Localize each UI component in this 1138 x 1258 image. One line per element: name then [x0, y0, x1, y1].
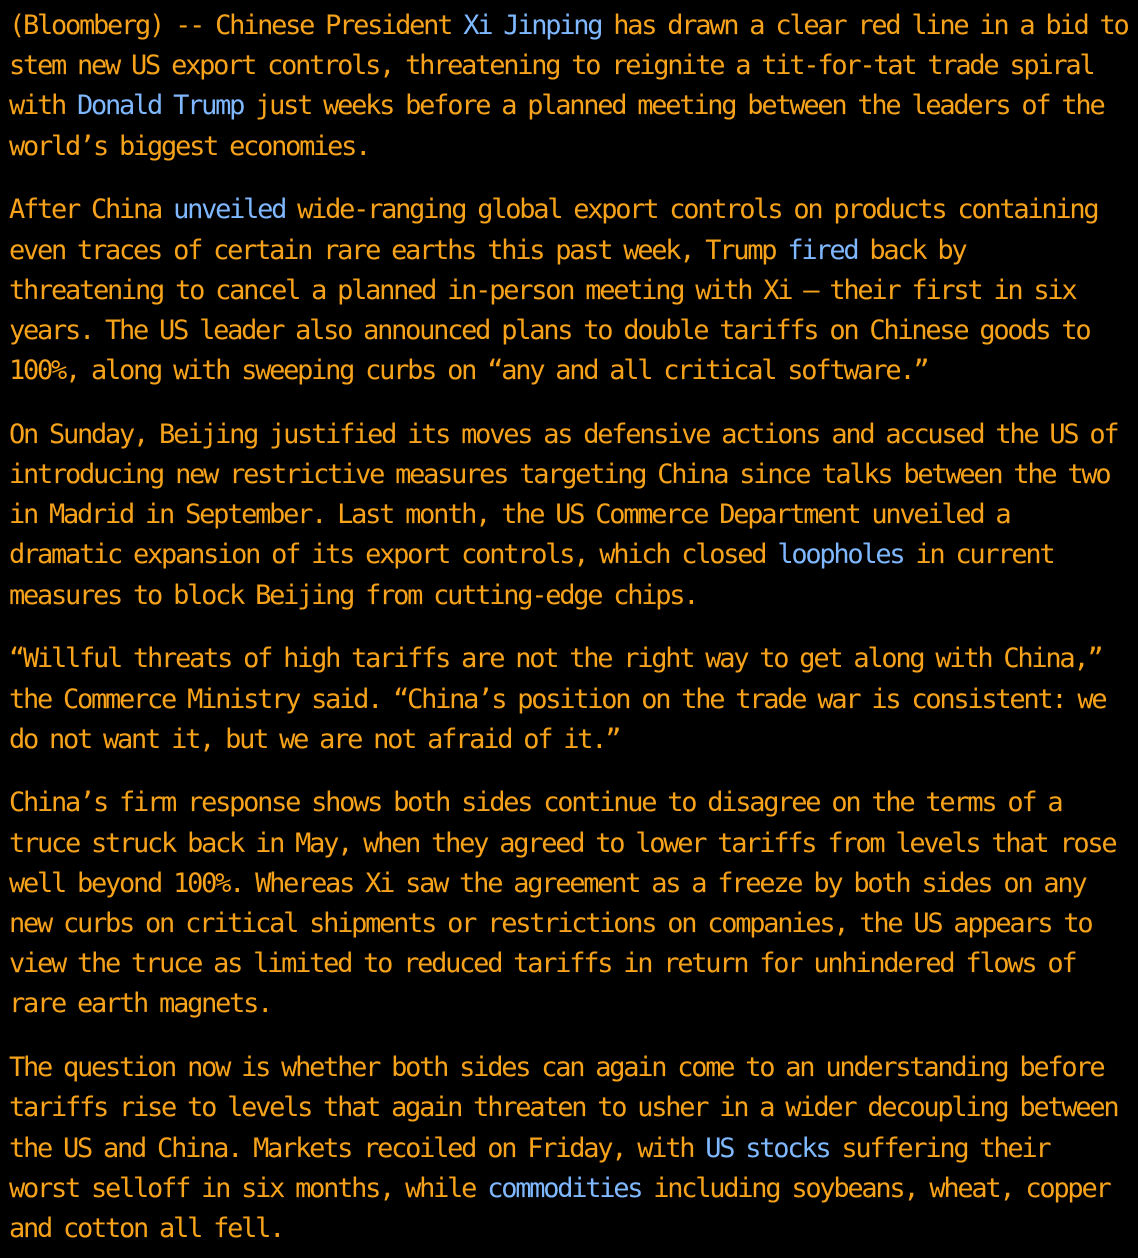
article-link[interactable]: Donald Trump: [77, 90, 244, 122]
article-text: China’s firm response shows both sides continue to disagree on the terms of a truce struck back in May, when they agreed to lower tariffs from levels that rose well beyond 100%. Whereas Xi saw the agreement as a freeze by both sides on any new curbs on critical shipments or restrictions on companies, the US appears to view the truce as limited to reduced tariffs in return for unhindered flows of rare earth magnets.: [9, 787, 1116, 1020]
article-text: After China: [9, 194, 174, 226]
article-paragraph: [9, 415, 1130, 616]
article-paragraph: [9, 1048, 1130, 1249]
article-text: in current measures to block Beijing from cutting-edge chips.: [9, 539, 1054, 611]
article-link[interactable]: Xi Jinping: [463, 10, 602, 41]
article-link[interactable]: fired: [787, 234, 858, 266]
article-text: The question now is whether both sides can again come to an understanding before tariffs rise to levels that again threaten to usher in a wider decoupling between the US and China. Markets recoiled on Friday, with: [9, 1052, 1118, 1164]
article-link[interactable]: unveiled: [173, 194, 286, 226]
article-paragraph: [9, 639, 1130, 760]
article-text: back by threatening to cancel a planned in-person meeting with Xi — their first in six years. The US leader also announced plans to double tariffs on Chinese goods to 100%, along with sweeping curbs on “any and all critical software.”: [9, 234, 1090, 387]
article-paragraph: [9, 190, 1130, 391]
article-text: including soybeans, wheat, copper and cotton all fell.: [9, 1172, 1110, 1244]
article-link[interactable]: US stocks: [705, 1132, 830, 1164]
article-text: (Bloomberg) -- Chinese President: [9, 10, 464, 41]
article-text: wide-ranging global export controls on products containing even traces of certain rare earths this past week, Trump: [9, 194, 1098, 266]
article-text: “Willful threats of high tariffs are not the right way to get along with China,” the Commerce Ministry said. “China’s position on the trade war is consistent: we do not want it, but we are not afraid of it.”: [9, 643, 1106, 755]
article-text: suffering their worst selloff in six months, while: [9, 1132, 1050, 1204]
article-paragraph: [9, 783, 1130, 1024]
article-link[interactable]: commodities: [487, 1172, 642, 1204]
article-text: has drawn a clear red line in a bid to stem new US export controls, threatening to reignite a tit-for-tat trade spiral with: [9, 10, 1128, 122]
article-paragraph: [9, 6, 1130, 167]
article-text: On Sunday, Beijing justified its moves as defensive actions and accused the US of introducing new restrictive measures targeting China since talks between the two in Madrid in September. Last month, the US Commerce Department unveiled a dramatic expansion of its export controls, which closed: [9, 418, 1118, 571]
article-text: just weeks before a planned meeting between the leaders of the world’s biggest economies.: [9, 90, 1104, 162]
article-link[interactable]: loopholes: [777, 539, 904, 571]
